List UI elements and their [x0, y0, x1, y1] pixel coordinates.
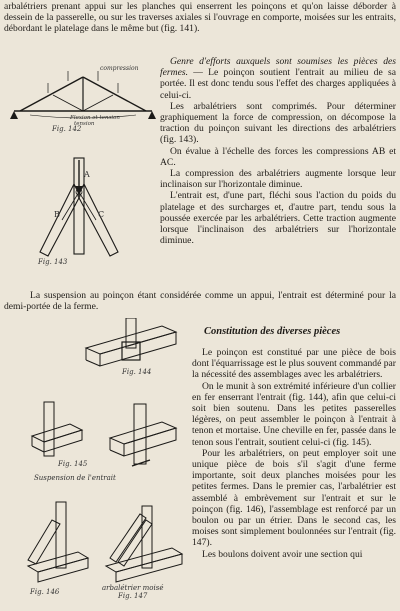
- label-flexion-tension: Flexion et tension: [70, 115, 120, 121]
- section1-paragraph-1: Genre d'efforts auxquels sont soumises les pièces des fermes. — Le poinçon soutient l'entrait au milieu de sa portée. Il est donc tendu sous l'effet des charges appliquées à celui-ci.: [160, 56, 396, 101]
- figure-147-caption: Fig. 147: [118, 592, 148, 600]
- section2-column: [192, 347, 396, 560]
- section1-paragraph-2: Les arbalétriers sont comprimés. Pour déterminer graphiquement la force de compression, on décompose la traction du poinçon suivant les directions des arbalétriers (fig. 143).: [160, 100, 396, 146]
- figure-144-caption: Fig. 144: [122, 368, 152, 376]
- figure-142-caption: Fig. 142: [52, 125, 82, 133]
- intro-paragraph: arbalétriers prenant appui sur les planches qui enserrent les poinçons et qu'on laisse déborder à dessein de la passerelle, ou sur les traverses axiales si l'ouvrage en comporte, moisées sur les entraits, débordant le platelage dans le même but (fig. 141).: [4, 1, 396, 35]
- section1-title: Genre d'efforts auxquels sont soumises les pièces des fermes.: [160, 56, 396, 79]
- section1-column: [160, 56, 396, 246]
- figure-145: [30, 400, 188, 492]
- figure-143: [36, 140, 156, 276]
- figure-143-caption: Fig. 143: [38, 258, 68, 266]
- section2-paragraph-2: On le munit à son extrémité inférieure d'un collier en fer enserrant l'entrait (fig. 144), afin que celui-ci soit bien soutenu. Dans les petites passerelles légères, on peut assembler le poinçon à l'entrait à tenon et mortaise. Une cheville en fer, passée dans le tenon sous l'entrait, soutient celui-ci (fig. 145).: [192, 380, 396, 448]
- label-b: B: [54, 210, 60, 219]
- figure-146-caption: Fig. 146: [30, 588, 60, 596]
- section1-paragraph-3: On évalue à l'échelle des forces les compressions AB et AC.: [160, 145, 396, 168]
- label-compression: compression: [100, 65, 139, 72]
- figure-142: [8, 57, 158, 135]
- section2-paragraph-3: Pour les arbalétriers, on peut employer soit une unique pièce de bois s'il s'agit d'une ferme importante, soit deux planches moisées pour les petites fermes. Dans le premier cas, l'arbalétrier est assemblé à embrèvement sur l'entrait et sur le poinçon (fig. 146), l'assemblage est renforcé par un boulon ou par un étrier. Dans le second cas, les moises sont simplement boulonnées sur l'entrait (fig. 147).: [192, 447, 396, 549]
- label-a: A: [84, 170, 90, 179]
- figure-146-147: [22, 500, 192, 600]
- figure-144: [76, 318, 184, 390]
- label-c: C: [98, 210, 105, 219]
- label-tension: tension: [74, 121, 95, 127]
- figure-147-subcaption: arbalétrier moisé: [102, 584, 164, 592]
- section1-paragraph-4: La compression des arbalétriers augmente lorsque leur inclinaison sur l'horizontale diminue.: [160, 168, 396, 191]
- section1-paragraph-5: L'entrait est, d'une part, fléchi sous l'action du poids du platelage et des surcharges et, d'autre part, tendu sous la poussée exercée par les arbalétriers. Cette traction augmente lorsque l'inclinaison des arbalétriers sur l'horizontale diminue.: [160, 190, 396, 247]
- figure-145-caption: Fig. 145: [58, 460, 88, 468]
- suspension-paragraph: La suspension au poinçon étant considérée comme un appui, l'entrait est déterminé pour la demi-portée de la ferme.: [4, 290, 396, 313]
- figure-145-subcaption: Suspension de l'entrait: [34, 474, 116, 482]
- section2-title: Constitution des diverses pièces: [204, 326, 341, 337]
- section2-paragraph-1: Le poinçon est constitué par une pièce de bois dont l'équarrissage est le plus souvent commandé par la nécessité des assemblages avec les arbalétriers.: [192, 347, 396, 381]
- section2-paragraph-4: Les boulons doivent avoir une section qui: [202, 548, 363, 560]
